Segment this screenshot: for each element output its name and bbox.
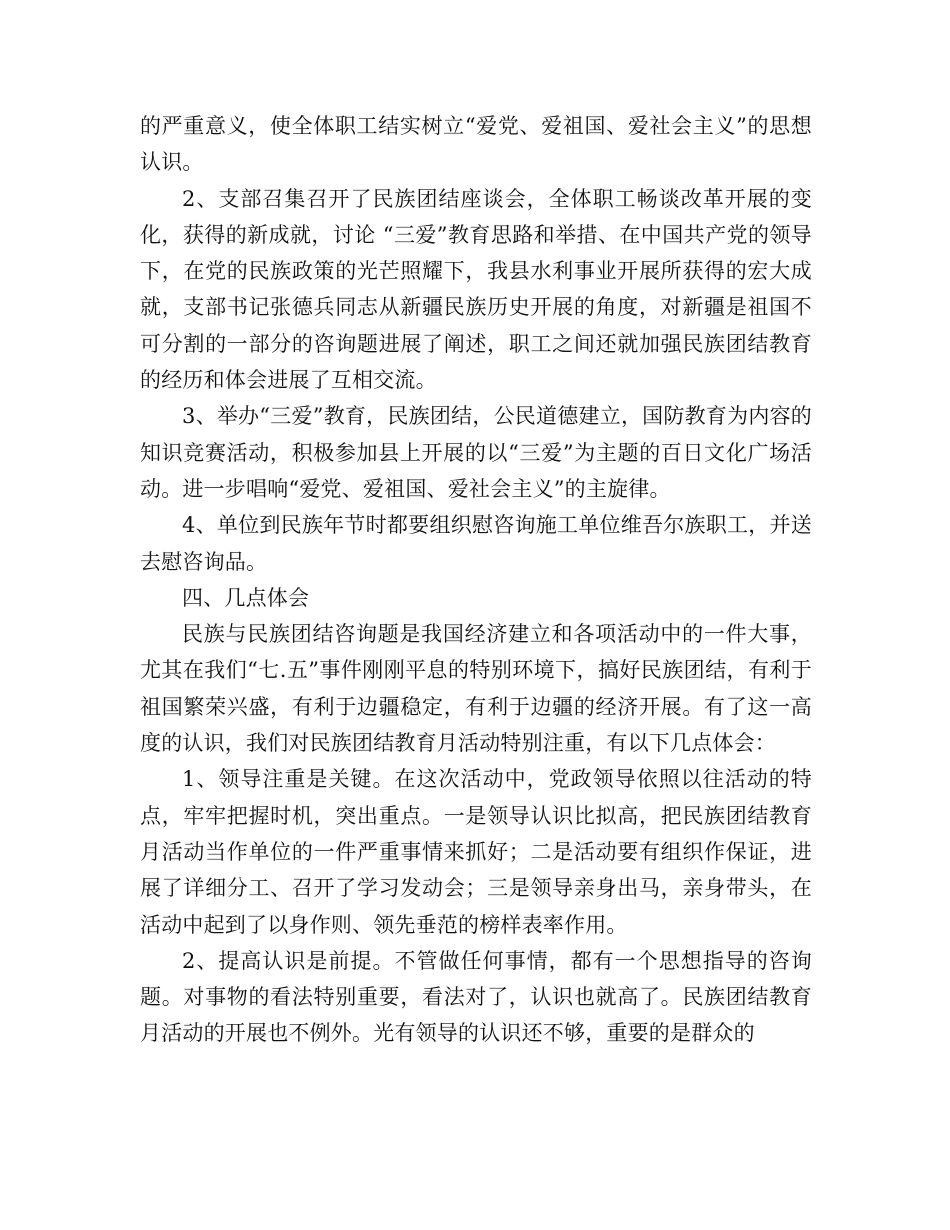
paragraph-item-4-festival: 4、单位到民族年节时都要组织慰咨询施工单位维吾尔族职工，并送去慰咨询品。	[140, 513, 812, 574]
paragraph-item-3-contest: 3、举办“三爱”教育，民族团结，公民道德建立，国防教育为内容的知识竞赛活动，积极参加县上开展的以“三爱”为主题的百日文化广场活动。进一步唱响“爱党、爱祖国、爱社会主义”的主旋律。	[140, 404, 812, 501]
paragraph-experience-1-leadership: 1、领导注重是关键。在这次活动中，党政领导依照以往活动的特点，牢牢把握时机，突出重点。一是领导认识比拟高，把民族团结教育月活动当作单位的一件严重事情来抓好；二是活动要有组织作保证，进展了详细分工、召开了学习发动会；三是领导亲身出马，亲身带头，在活动中起到了以身作则、领先垂范的榜样表率作用。	[140, 767, 812, 937]
paragraph-item-2-forum: 2、支部召集召开了民族团结座谈会，全体职工畅谈改革开展的变化，获得的新成就，讨论 “三爱”教育思路和举措、在中国共产党的领导下，在党的民族政策的光芒照耀下，我县水利事业开展所获得的宏大成就，支部书记张德兵同志从新疆民族历史开展的角度，对新疆是祖国不可分割的一部分的咨询题进展了阐述，职工之间还就加强民族团结教育的经历和体会进展了互相交流。	[140, 186, 812, 393]
paragraph-continuation: 的严重意义，使全体职工结实树立“爱党、爱祖国、爱社会主义”的思想认识。	[140, 114, 812, 175]
paragraph-experience-intro: 民族与民族团结咨询题是我国经济建立和各项活动中的一件大事，尤其在我们“七.五”事件刚刚平息的特别环境下，搞好民族团结，有利于祖国繁荣兴盛，有利于边疆稳定，有利于边疆的经济开展。有了这一高度的认识，我们对民族团结教育月活动特别注重，有以下几点体会：	[140, 622, 812, 756]
paragraph-experience-2-awareness: 2、提高认识是前提。不管做任何事情，都有一个思想指导的咨询题。对事物的看法特别重要，看法对了，认识也就高了。民族团结教育月活动的开展也不例外。光有领导的认识还不够，重要的是群众的	[140, 948, 812, 1046]
section-heading-experience: 四、几点体会	[182, 585, 310, 610]
document-page	[140, 108, 812, 1198]
